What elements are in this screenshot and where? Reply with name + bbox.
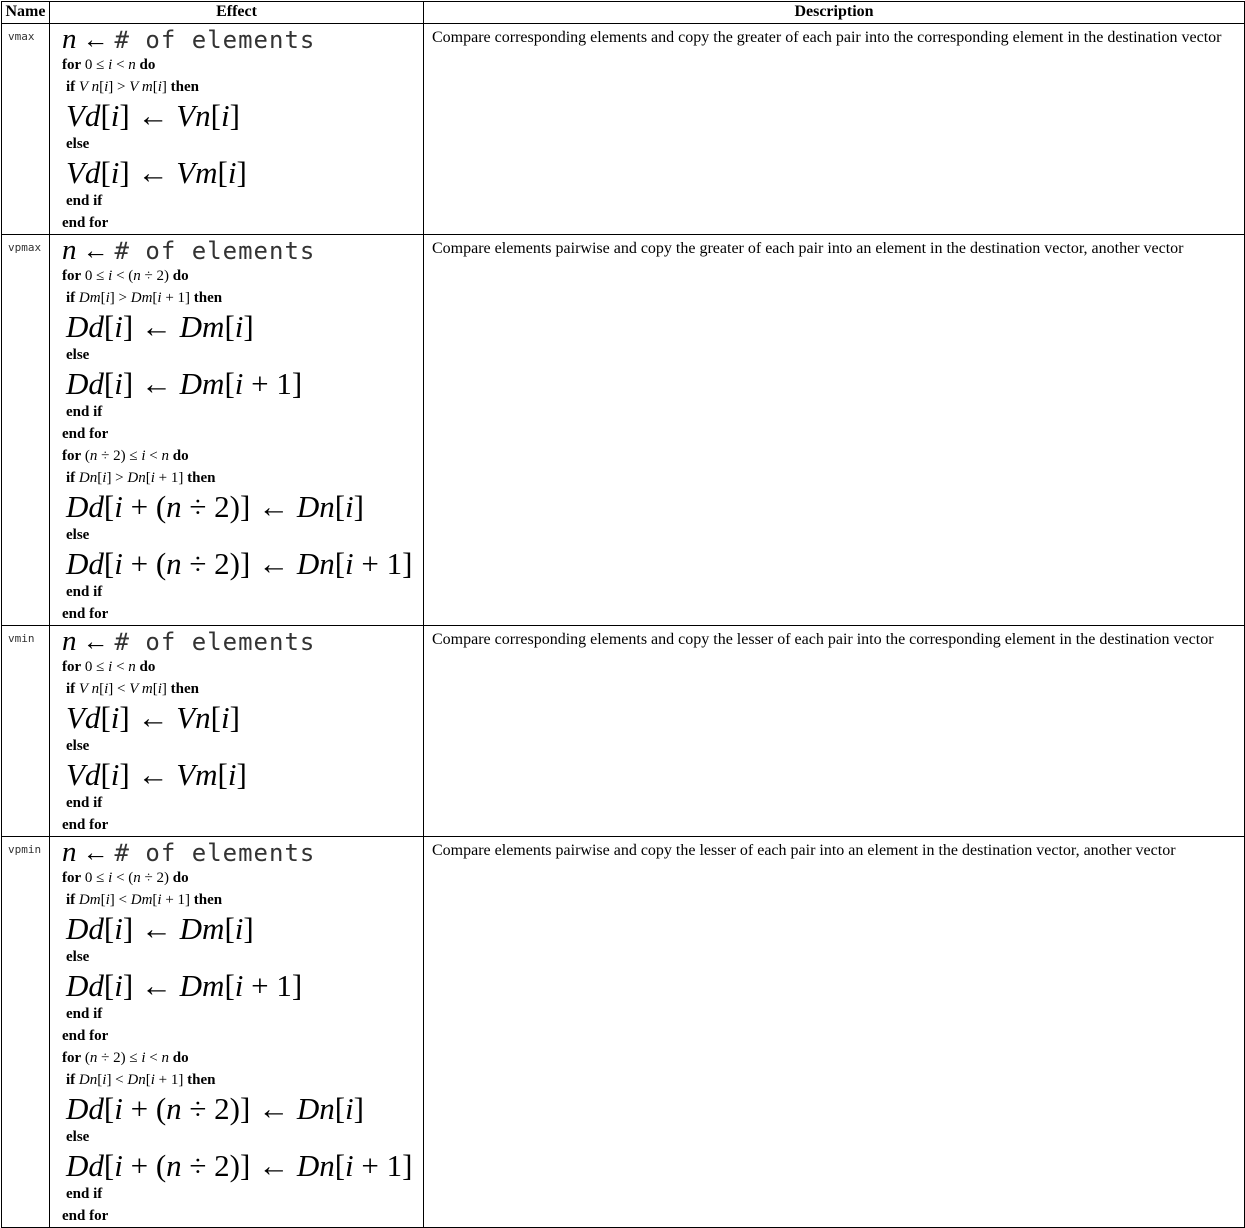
assignment-formula: Dd[i + (n ÷ 2)] ← Dn[i + 1] — [66, 546, 413, 581]
count-expression: # of elements — [114, 237, 316, 265]
pseudocode-line: for 0 ≤ i < n do — [62, 659, 156, 675]
assignment-formula: Dd[i] ← Dm[i] — [66, 309, 254, 344]
assign-arrow: ← — [82, 838, 109, 867]
instruction-description: Compare elements pairwise and copy the lesser of each pair into an element in the destination vector, another vector — [424, 837, 1245, 1228]
pseudocode-line: end for — [62, 1208, 109, 1224]
count-variable: n — [62, 836, 77, 868]
pseudocode-line: for 0 ≤ i < (n ÷ 2) do — [62, 870, 189, 886]
assign-arrow: ← — [82, 236, 109, 265]
header-effect: Effect — [50, 2, 424, 24]
count-variable: n — [62, 234, 77, 266]
instruction-description: Compare corresponding elements and copy the lesser of each pair into the corresponding element in the destination vector — [424, 626, 1245, 837]
instruction-name: vmin — [2, 626, 50, 837]
count-variable: n — [62, 23, 77, 55]
pseudocode-line: for 0 ≤ i < (n ÷ 2) do — [62, 268, 189, 284]
pseudocode-line: end if — [66, 1006, 103, 1022]
instruction-name: vpmax — [2, 235, 50, 626]
instruction-table — [1, 1, 1245, 1228]
instruction-effect — [50, 626, 424, 837]
pseudocode-line: if Dm[i] > Dm[i + 1] then — [66, 290, 223, 306]
assignment-formula: Vd[i] ← Vn[i] — [66, 700, 240, 735]
pseudocode-line: end if — [66, 795, 103, 811]
table-row — [2, 626, 1245, 837]
pseudocode-line: end if — [66, 1186, 103, 1202]
instruction-description: Compare corresponding elements and copy the greater of each pair into the corresponding element in the destination vector — [424, 24, 1245, 235]
instruction-description: Compare elements pairwise and copy the greater of each pair into an element in the destination vector, another vector — [424, 235, 1245, 626]
count-expression: # of elements — [114, 26, 316, 54]
pseudocode-line: end for — [62, 1028, 109, 1044]
assignment-formula: Dd[i + (n ÷ 2)] ← Dn[i] — [66, 489, 364, 524]
assignment-formula: Dd[i + (n ÷ 2)] ← Dn[i + 1] — [66, 1148, 413, 1183]
pseudocode-line: end for — [62, 817, 109, 833]
instruction-effect — [50, 235, 424, 626]
instruction-name: vpmin — [2, 837, 50, 1228]
element-count-line — [62, 235, 423, 265]
pseudocode-line: for (n ÷ 2) ≤ i < n do — [62, 1050, 189, 1066]
pseudocode-line: for (n ÷ 2) ≤ i < n do — [62, 448, 189, 464]
instruction-effect — [50, 837, 424, 1228]
count-expression: # of elements — [114, 839, 316, 867]
pseudocode-line: if Dn[i] > Dn[i + 1] then — [66, 470, 216, 486]
header-description: Description — [424, 2, 1245, 24]
pseudocode-line: end for — [62, 606, 109, 622]
assign-arrow: ← — [82, 25, 109, 54]
instruction-name: vmax — [2, 24, 50, 235]
element-count-line — [62, 626, 423, 656]
assignment-formula: Vd[i] ← Vm[i] — [66, 757, 247, 792]
pseudocode-line: else — [66, 347, 90, 363]
header-name: Name — [2, 2, 50, 24]
assign-arrow: ← — [82, 627, 109, 656]
pseudocode-line: for 0 ≤ i < n do — [62, 57, 156, 73]
pseudocode-line: else — [66, 136, 90, 152]
pseudocode-line: end if — [66, 404, 103, 420]
pseudocode-line: else — [66, 527, 90, 543]
assignment-formula: Dd[i] ← Dm[i + 1] — [66, 366, 303, 401]
pseudocode-line: else — [66, 949, 90, 965]
pseudocode-line: else — [66, 1129, 90, 1145]
pseudocode-line: if Dm[i] < Dm[i + 1] then — [66, 892, 223, 908]
element-count-line — [62, 837, 423, 867]
pseudocode-line: if V n[i] > V m[i] then — [66, 79, 199, 95]
pseudocode-line: if V n[i] < V m[i] then — [66, 681, 199, 697]
table-row — [2, 837, 1245, 1228]
pseudocode-line: end for — [62, 215, 109, 231]
assignment-formula: Dd[i + (n ÷ 2)] ← Dn[i] — [66, 1091, 364, 1126]
header-row — [2, 2, 1245, 24]
assignment-formula: Vd[i] ← Vn[i] — [66, 98, 240, 133]
element-count-line — [62, 24, 423, 54]
table-row — [2, 24, 1245, 235]
instruction-effect — [50, 24, 424, 235]
pseudocode-line: end if — [66, 193, 103, 209]
pseudocode-line: end for — [62, 426, 109, 442]
count-expression: # of elements — [114, 628, 316, 656]
count-variable: n — [62, 625, 77, 657]
pseudocode-line: else — [66, 738, 90, 754]
assignment-formula: Dd[i] ← Dm[i] — [66, 911, 254, 946]
assignment-formula: Vd[i] ← Vm[i] — [66, 155, 247, 190]
table-row — [2, 235, 1245, 626]
pseudocode-line: end if — [66, 584, 103, 600]
pseudocode-line: if Dn[i] < Dn[i + 1] then — [66, 1072, 216, 1088]
assignment-formula: Dd[i] ← Dm[i + 1] — [66, 968, 303, 1003]
